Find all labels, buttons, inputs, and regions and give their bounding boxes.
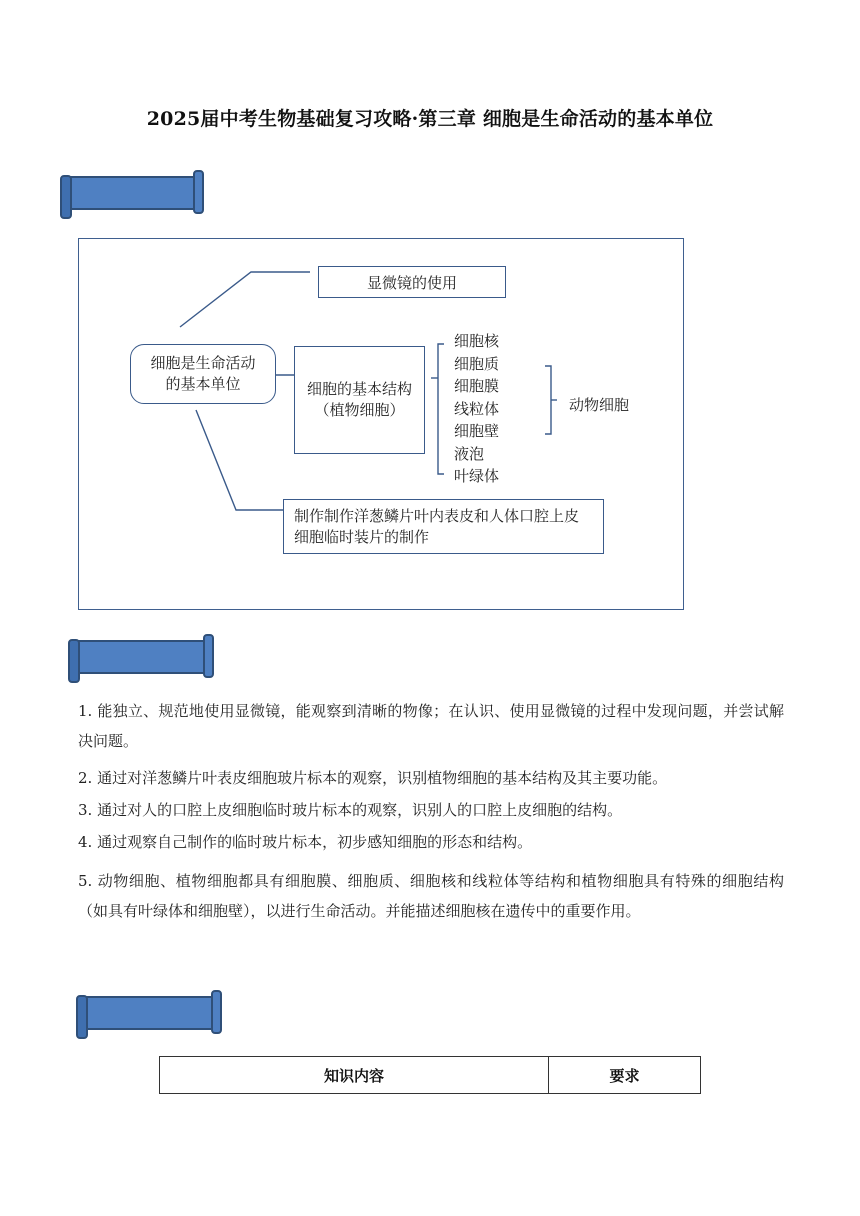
objective-1: 1. 能独立、规范地使用显微镜，能观察到清晰的物像；在认识、使用显微镜的过程中发现问题，并尝试解决问题。 (78, 702, 784, 750)
objective-5: 5. 动物细胞、植物细胞都具有细胞膜、细胞质、细胞核和线粒体等结构和植物细胞具有特殊的细胞结构（如具有叶绿体和细胞壁），以进行生命活动。并能描述细胞核在遗传中的重要作用。 (78, 872, 784, 920)
animal-cell-label: 动物细胞 (569, 396, 630, 414)
slide-label: 制作制作洋葱鳞片叶内表皮和人体口腔上皮细胞临时装片的制作 (294, 507, 580, 546)
cell-part: 细胞核 (454, 332, 500, 350)
table-header-row (160, 1057, 701, 1094)
cell-parts-list (454, 330, 499, 488)
knowledge-table (159, 1056, 701, 1094)
cell-part: 细胞质 (454, 354, 500, 373)
cell-part: 叶绿体 (454, 467, 500, 485)
cell-part: 线粒体 (454, 399, 500, 418)
center-node (130, 344, 276, 404)
structure-box (294, 346, 425, 454)
section-banner-3 (82, 996, 216, 1030)
section-banner-1 (66, 176, 198, 210)
center-node-label: 细胞是生命活动的基本单位 (150, 354, 256, 393)
section-banner-2 (74, 640, 208, 674)
table-header: 要求 (549, 1057, 701, 1094)
objective-4: 4. 通过观察自己制作的临时玻片标本，初步感知细胞的形态和结构。 (78, 833, 533, 851)
page-title: 2025届中考生物基础复习攻略·第三章 细胞是生命活动的基本单位 (146, 108, 714, 130)
cell-part: 细胞壁 (454, 422, 500, 440)
table-header: 知识内容 (160, 1057, 549, 1094)
microscope-box (318, 266, 506, 298)
plant-note: （植物细胞） (314, 401, 405, 419)
microscope-label: 显微镜的使用 (366, 273, 457, 292)
objective-2: 2. 通过对洋葱鳞片叶表皮细胞玻片标本的观察，识别植物细胞的基本结构及其主要功能。 (78, 769, 668, 787)
cell-part: 液泡 (454, 444, 485, 463)
cell-part: 细胞膜 (454, 377, 500, 395)
slide-box (283, 499, 604, 554)
objective-3: 3. 通过对人的口腔上皮细胞临时玻片标本的观察，识别人的口腔上皮细胞的结构。 (78, 801, 623, 819)
structure-label: 细胞的基本结构 (306, 380, 412, 398)
